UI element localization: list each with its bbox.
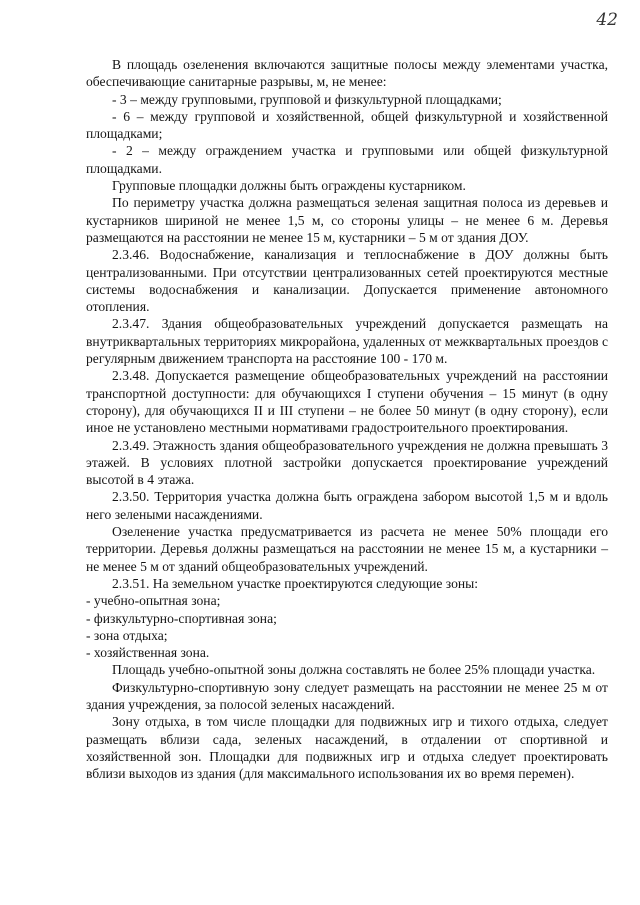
section-2-3-47: 2.3.47. Здания общеобразовательных учреждений допускается размещать на внутриквартальных территориях микрорайона, удаленных от межквартальных проездов с регулярным движением транспорта на расстояние 100 - 170 м. — [86, 316, 608, 367]
section-2-3-48: 2.3.48. Допускается размещение общеобразовательных учреждений на расстоянии транспортной доступности: для обучающихся I ступени обучения – 15 минут (в одну сторону), для обучающихся II и III ступени – не более 50 минут (в одну сторону), если иное не установлено местными нормативами градостроительного проектирования. — [86, 368, 608, 436]
list-item: - 6 – между групповой и хозяйственной, общей физкультурной и хозяйственной площадками; — [86, 108, 608, 142]
list-item: - 3 – между групповыми, групповой и физкультурной площадками; — [112, 91, 502, 107]
document-body — [86, 56, 608, 782]
section-2-3-51: 2.3.51. На земельном участке проектируются следующие зоны: — [112, 575, 479, 591]
list-item: - зона отдыха; — [86, 627, 168, 643]
list-item: - 2 – между ограждением участка и групповыми или общей физкультурной площадками. — [86, 143, 608, 176]
paragraph: Групповые площадки должны быть ограждены кустарником. — [112, 178, 466, 194]
section-2-3-46: 2.3.46. Водоснабжение, канализация и теплоснабжение в ДОУ должны быть централизованными. При отсутствии централизованных сетей проектируются местные системы водоснабжения и канализации. Допускается применение автономного отопления. — [86, 247, 608, 315]
paragraph: По периметру участка должна размещаться зеленая защитная полоса из деревьев и кустарников шириной не менее 1,5 м, со стороны улицы – не менее 6 м. Деревья размещаются на расстоянии не менее 15 м, кустарники – 5 м от здания ДОУ. — [86, 195, 608, 245]
section-2-3-49: 2.3.49. Этажность здания общеобразовательного учреждения не должна превышать 3 этажей. В условиях плотной застройки допускается проектирование учреждений высотой в 4 этажа. — [86, 437, 608, 488]
list-item: - учебно-опытная зона; — [86, 593, 221, 609]
page-number: 42 — [596, 10, 618, 30]
paragraph: В площадь озеленения включаются защитные полосы между элементами участка, обеспечивающие санитарные разрывы, м, не менее: — [86, 57, 608, 90]
paragraph: Физкультурно-спортивную зону следует размещать на расстоянии не менее 25 м от здания учреждения, за полосой зеленых насаждений. — [86, 679, 608, 712]
list-item: - хозяйственная зона. — [86, 645, 210, 661]
paragraph: Зону отдыха, в том числе площадки для подвижных игр и тихого отдыха, следует размещать вблизи сада, зеленых насаждений, в отдалении от спортивной и хозяйственной зон. Площадки для подвижных игр и отдыха следует проектировать вблизи выходов из здания (для максимального использования их во время перемен). — [86, 714, 608, 782]
paragraph: Площадь учебно-опытной зоны должна составлять не более 25% площади участка. — [112, 662, 596, 678]
list-item: - физкультурно-спортивная зона; — [86, 610, 277, 626]
paragraph: Озеленение участка предусматривается из расчета не менее 50% площади его территории. Деревья должны размещаться на расстоянии не менее 15 м, а кустарники – не менее 5 м от зданий общеобразовательных учреждений. — [86, 524, 608, 574]
section-2-3-50: 2.3.50. Территория участка должна быть ограждена забором высотой 1,5 м и вдоль него зелеными насаждениями. — [86, 489, 608, 522]
